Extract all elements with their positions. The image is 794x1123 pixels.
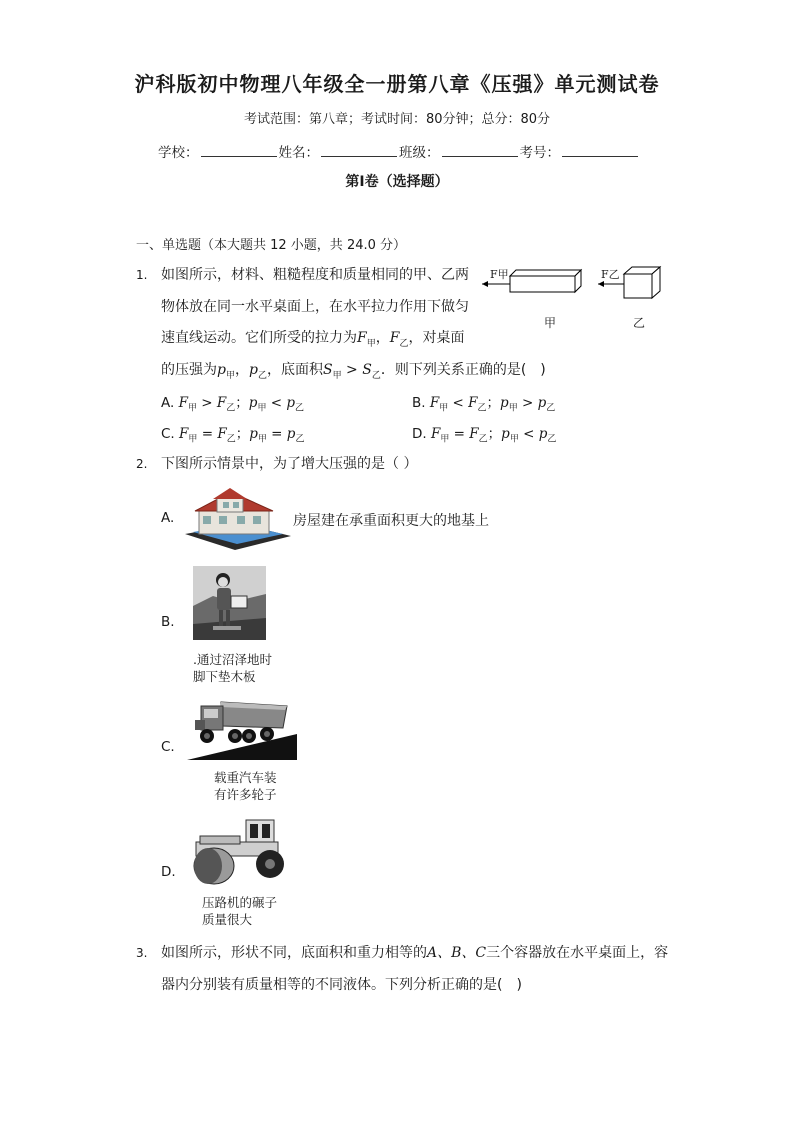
q2-option-d-caption: 压路机的碾子 质量很大	[202, 895, 278, 927]
exam-no-label: 考号：	[519, 145, 560, 161]
exam-no-blank[interactable]	[562, 142, 638, 157]
q1-option-d[interactable]: D. $F_甲 = F_乙$；$p_甲 < p_乙$	[412, 426, 557, 445]
q1-option-c[interactable]: C. $F_甲 = F_乙$；$p_甲 = p_乙$	[161, 426, 305, 445]
block-yi-label: 乙	[633, 316, 646, 330]
q1-line3: 速直线运动。它们所受的拉力为$F_甲$，$F_乙$，对桌面	[161, 330, 465, 349]
road-roller-image	[182, 816, 292, 888]
q3-line2: 器内分别装有质量相等的不同液体。下列分析正确的是( )	[161, 977, 522, 993]
f-jia-label: F甲	[490, 268, 509, 281]
q2-option-b-caption: .通过沼泽地时 脚下垫木板	[193, 652, 272, 684]
q2-number: 2.	[136, 457, 148, 471]
q1-option-b[interactable]: B. $F_甲 < F_乙$；$p_甲 > p_乙$	[412, 395, 556, 414]
q3-number: 3.	[136, 946, 148, 960]
volume-heading: 第I卷（选择题）	[345, 174, 449, 190]
class-blank[interactable]	[442, 142, 518, 157]
q2-option-d-label[interactable]: D.	[161, 864, 176, 880]
class-label: 班级：	[399, 145, 440, 161]
q2-stem: 下图所示情景中，为了增大压强的是（ ）	[161, 456, 418, 472]
q1-figure	[480, 262, 670, 332]
truck-image	[187, 692, 297, 760]
name-label: 姓名：	[278, 145, 319, 161]
school-blank[interactable]	[201, 142, 277, 157]
q1-line4: 的压强为$p_甲$，$p_乙$，底面积$S_甲 > S_乙$．则下列关系正确的是( )	[161, 362, 546, 381]
student-info-row	[158, 141, 640, 161]
q2-option-b-label[interactable]: B.	[161, 614, 175, 630]
school-label: 学校：	[158, 145, 199, 161]
exam-info: 考试范围：第八章；考试时间：80分钟；总分：80分	[243, 112, 551, 127]
page-title: 沪科版初中物理八年级全一册第八章《压强》单元测试卷	[134, 72, 660, 96]
block-jia-label: 甲	[544, 316, 557, 330]
q2-option-c-caption: 载重汽车装 有许多轮子	[214, 770, 277, 802]
name-blank[interactable]	[321, 142, 397, 157]
q2-option-a-caption: 房屋建在承重面积更大的地基上	[293, 513, 489, 529]
section-heading: 一、单选题（本大题共 12 小题，共 24.0 分）	[136, 238, 407, 253]
q3-line1: 如图所示，形状不同，底面积和重力相等的A、B、C三个容器放在水平桌面上，容	[161, 945, 669, 961]
q1-line2: 物体放在同一水平桌面上，在水平拉力作用下做匀	[161, 299, 469, 315]
f-yi-label: F乙	[601, 268, 620, 281]
q1-option-a[interactable]: A. $F_甲 > F_乙$；$p_甲 < p_乙$	[161, 395, 305, 414]
swamp-image	[193, 566, 266, 640]
q1-number: 1.	[136, 268, 148, 282]
q1-line1: 如图所示，材料、粗糙程度和质量相同的甲、乙两	[161, 267, 469, 283]
q2-option-c-label[interactable]: C.	[161, 739, 175, 755]
q2-option-a-label[interactable]: A.	[161, 510, 175, 526]
house-image	[181, 484, 293, 556]
